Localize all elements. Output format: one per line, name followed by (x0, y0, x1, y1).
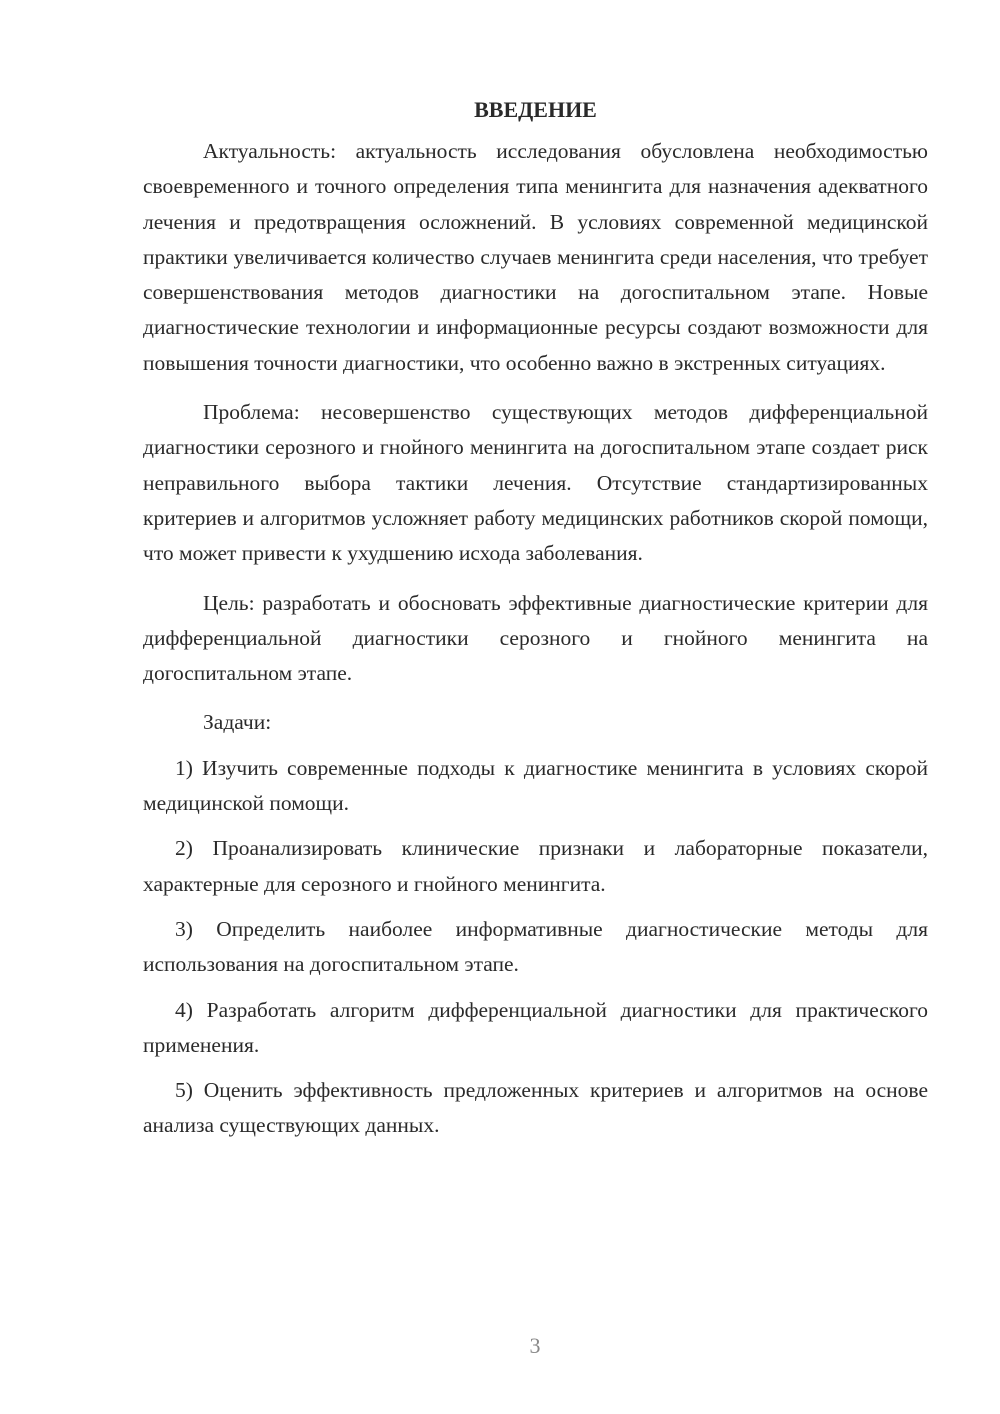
section-heading: ВВЕДЕНИЕ (474, 97, 597, 122)
paragraph-goal: Цель: разработать и обосновать эффективные диагностические критерии для дифференциальной диагностики серозного и гнойного менингита на догоспитальном этапе. (143, 590, 928, 686)
paragraph-relevance: Актуальность: актуальность исследования обусловлена необходимостью своевременного и точного определения типа менингита для назначения адекватного лечения и предотвращения осложнений. В условиях современной медицинской практики увеличивается количество случаев менингита среди населения, что требует совершенствования методов диагностики на догоспитальном этапе. Новые диагностические технологии и информационные ресурсы создают возможности для повышения точности диагностики, что особенно важно в экстренных ситуациях. (143, 139, 928, 375)
list-item: 4) Разработать алгоритм дифференциальной диагностики для практического применения. (143, 997, 928, 1057)
list-item: 3) Определить наиболее информативные диагностические методы для использования на догоспитальном этапе. (143, 916, 928, 977)
list-item: 2) Проанализировать клинические признаки и лабораторные показатели, характерные для серозного и гнойного менингита. (143, 836, 928, 896)
tasks-label: Задачи: (203, 710, 272, 735)
page-content (143, 92, 928, 1144)
list-item: 5) Оценить эффективность предложенных критериев и алгоритмов на основе анализа существующих данных. (143, 1078, 928, 1138)
list-item: 1) Изучить современные подходы к диагностике менингита в условиях скорой медицинской помощи. (143, 755, 928, 816)
page-number: 3 (529, 1333, 541, 1358)
tasks-list (143, 751, 928, 1144)
paragraph-problem: Проблема: несовершенство существующих методов дифференциальной диагностики серозного и гнойного менингита на догоспитальном этапе создает риск неправильного выбора тактики лечения. Отсутствие стандартизированных критериев и алгоритмов усложняет работу медицинских работников скорой помощи, что может привести к ухудшению исхода заболевания. (143, 400, 928, 566)
